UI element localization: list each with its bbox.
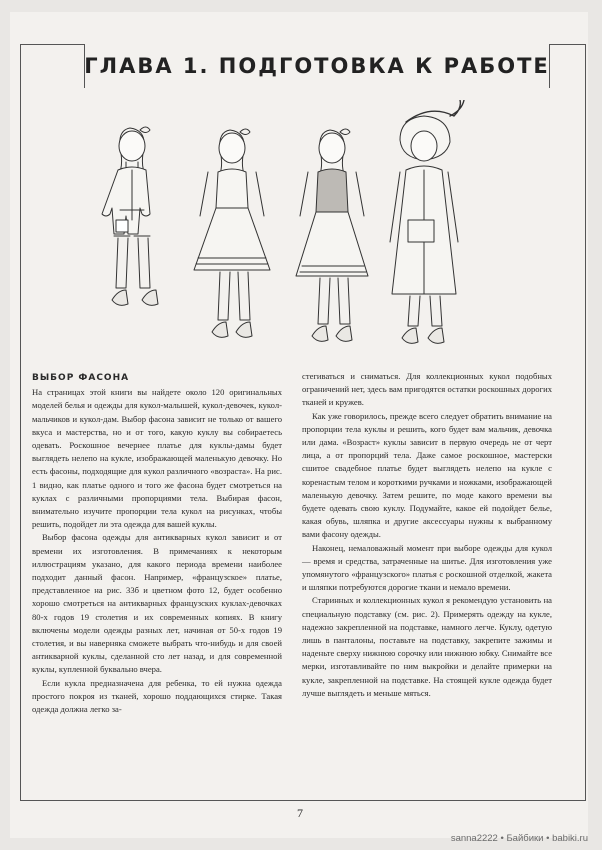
section-heading: ВЫБОР ФАСОНА xyxy=(32,373,130,383)
right-column xyxy=(302,370,552,700)
doll-figure-1 xyxy=(102,127,158,305)
doll-figure-2 xyxy=(194,129,270,337)
chapter-title: ГЛАВА 1. ПОДГОТОВКА К РАБОТЕ xyxy=(84,54,550,78)
paragraph: Как уже говорилось, прежде всего следует обратить внимание на пропорции тела куклы и решить, кого будет вам мальчик, девочка или дама. «Возраст» куклы зависит в первую очередь не от черт лица, а от пропорций тела. Даже самое роскошное, мастерски сшитое свадебное платье будет выглядеть нелепо на кукле с коренастым телом и короткими ручками и ножками, изображающей маленькую девочку. Затем решите, по моде какого времени вы будете одевать свою куклу. Подумайте, какое ей подойдет белье, какая обувь, шляпка и другие аксессуары нужны к выбранному вами фасону одежды. xyxy=(302,410,552,540)
watermark-text: sanna2222 • Байбики • babiki.ru xyxy=(450,833,588,844)
chapter-title-box xyxy=(84,44,550,88)
paragraph: Если кукла предназначена для ребенка, то ей нужна одежда простого покроя из тканей, хорошо поддающихся стирке. Такая одежда должна легко за- xyxy=(32,677,282,715)
paragraph: Выбор фасона одежды для антикварных кукол зависит и от времени их изготовления. В примечаниях к некоторым иллюстрациям указано, для какого периода времени наиболее подходит данный фасон. Например, «французское» платье, представленное на рис. 33б и цветном фото 12, будет особенно хорошо смотреться на антикварных французских куклах-девочках 80-х годов 19 столетия и их современных копиях. В книгу включены модели одежды разных лет, начиная от 50-х годов 19 столетия, и вы наверняка сможете выбрать что-нибудь и для своей антикварной куклы, сделанной сто лет назад, и для современной куклы, купленной буквально вчера. xyxy=(32,532,282,675)
doll-figure-4 xyxy=(390,100,464,343)
paragraph: Старинных и коллекционных кукол я рекомендую установить на специальную подставку (см. рис. 2). Примерять одежду на кукле, надежно закрепленной на подставке, намного легче. Куклу, одетую лишь в панталоны, поставьте на подставку, закрепите зажимы и наденьте сверху нижнюю сорочку или нижнюю юбку. Снимайте все мерки, изготавливайте по ним выкройки и делайте примерки на кукле, закрепленной на подставке. На стоящей кукле одежда будет лучше выглядеть и меньше мяться. xyxy=(302,595,553,698)
paragraph: стегиваться и сниматься. Для коллекционных кукол подобных ограничений нет, здесь вам пригодятся остатки роскошных дорогих тканей и кружев. xyxy=(302,371,552,408)
doll-figure-3 xyxy=(296,129,368,341)
page-number: 7 xyxy=(297,806,303,820)
chapter-header xyxy=(20,44,586,88)
text-columns xyxy=(32,370,552,795)
paragraph: На страницах этой книги вы найдете около 120 оригинальных моделей белья и одежды для кукол-малышей, кукол-девочек, кукол-мальчиков и кукол-дам. Выбор фасона зависит не только от вашего вкуса и мастерства, но и от того, какую куклу вы собираетесь одевать. Роскошное вечернее платье для куклы-дамы будет выглядеть нелепо на кукле, изображающей маленькую девочку. Но есть фасоны, подходящие для кукол различного «возраста». На рис. 1 видно, как платье одного и того же фасона будет смотреться на куклах с различными пропорциями тела. Выбирая фасон, внимательно изучите пропорции тела кукол на рисунках, чтобы решить, подойдет ли эта одежда для вашей куклы. xyxy=(32,387,282,530)
left-column xyxy=(32,370,282,716)
dolls-illustration xyxy=(90,100,490,365)
paragraph: Наконец, немаловажный момент при выборе одежды для кукол — время и средства, затраченные на шитье. Для изготовления уже упомянутого «французского» платья с роскошной отделкой, жакета и шляпки потребуются дорогие ткани и немало времени. xyxy=(302,542,552,593)
